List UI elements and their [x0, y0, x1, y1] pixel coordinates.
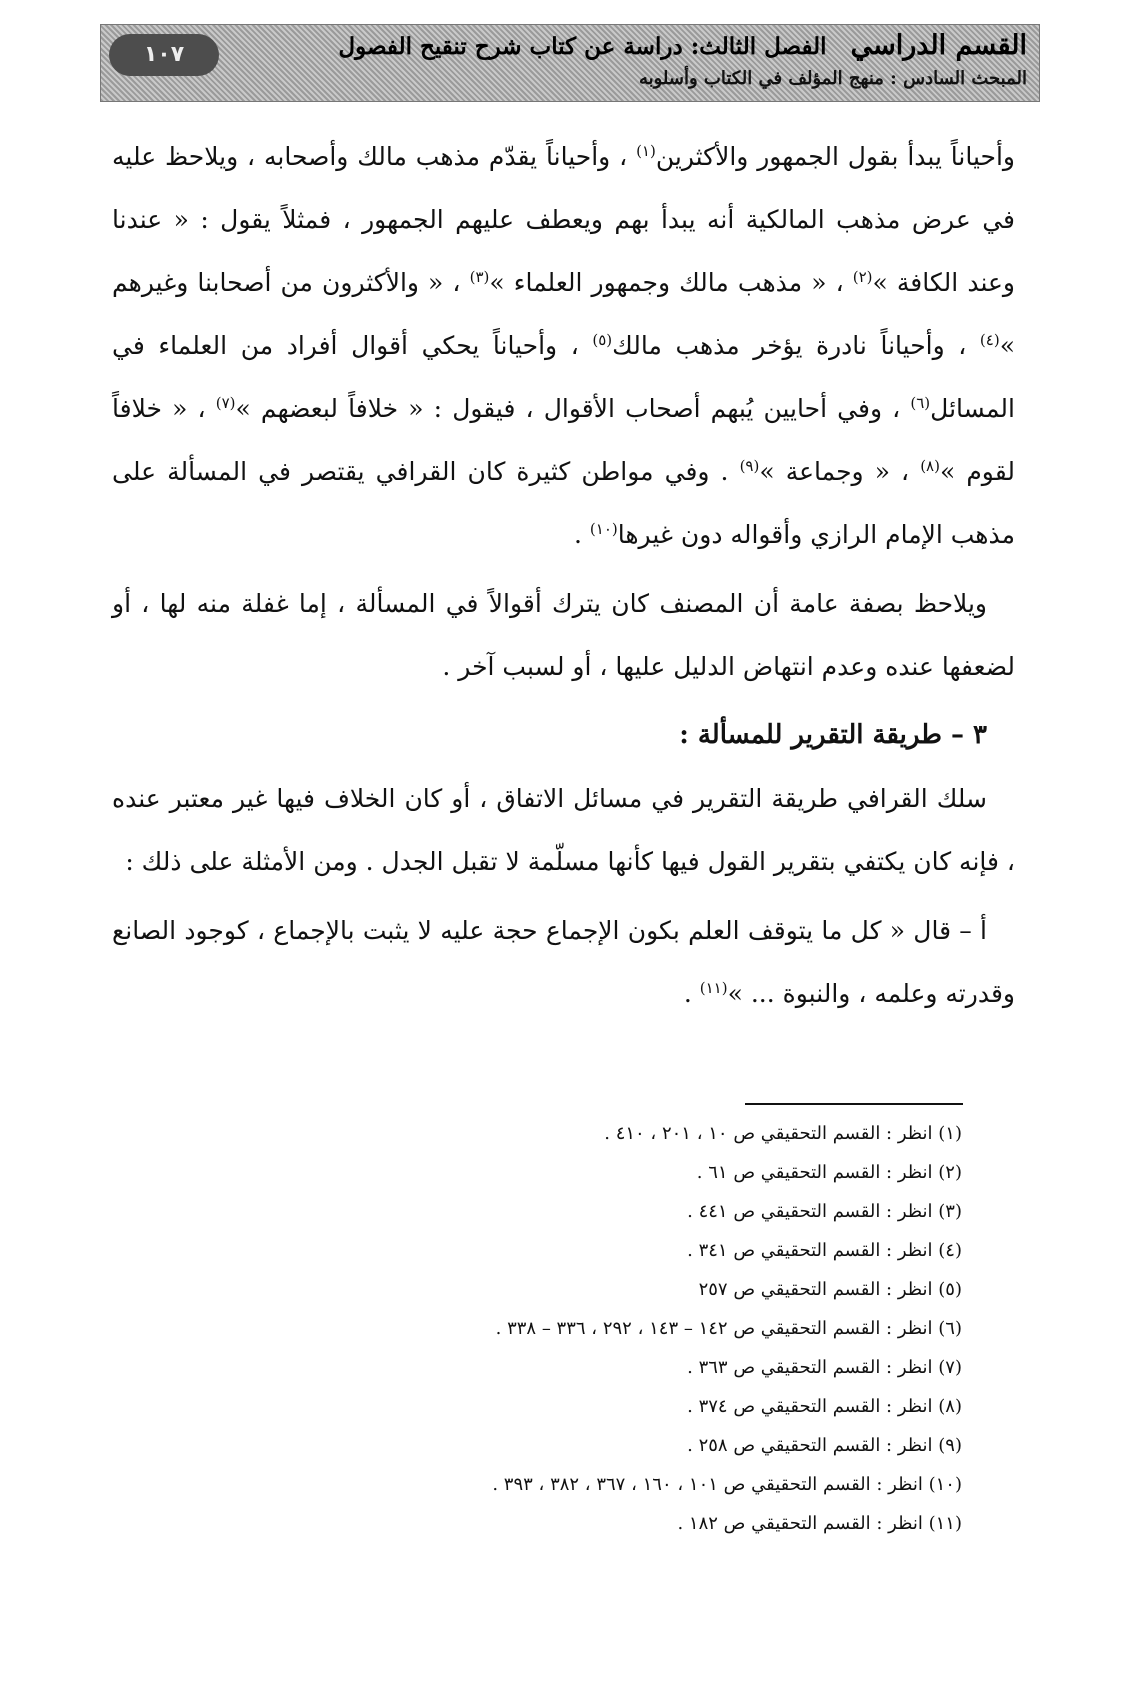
header-titles [338, 29, 1027, 94]
footnote-10: (١٠) انظر : القسم التحقيقي ص ١٠١ ، ١٦٠ ، ٣٦٧ ، ٣٨٢ ، ٣٩٣ . [492, 1474, 962, 1495]
footnote-ref-1: (١) [636, 142, 656, 160]
footnote-3: (٣) انظر : القسم التحقيقي ص ٤٤١ . [687, 1201, 962, 1222]
text-run: ، « خلافاً لقوم » [112, 394, 1015, 486]
footnote-ref-7: (٧) [215, 394, 236, 412]
footnote-7: (٧) انظر : القسم التحقيقي ص ٣٦٣ . [687, 1357, 962, 1378]
footnote-9: (٩) انظر : القسم التحقيقي ص ٢٥٨ . [687, 1435, 962, 1456]
text-run: . وفي مواطن كثيرة كان القرافي يقتصر في المسألة على مذهب الإمام الرازي وأقواله دون غيرها [112, 457, 1015, 549]
footnote-1: (١) انظر : القسم التحقيقي ص ١٠ ، ٢٠١ ، ٤١٠ . [604, 1123, 962, 1144]
paragraph-method: سلك القرافي طريقة التقرير في مسائل الاتفاق ، أو كان الخلاف فيها غير معتبر عنده ، فإنه كان يكتفي بتقرير القول فيها كأنها مسلّمة لا تقبل الجدل . ومن الأمثلة على ذلك : [112, 784, 1015, 876]
header-subtitle: المبحث السادس : منهج المؤلف في الكتاب وأسلوبه [638, 68, 1027, 89]
footnote-ref-10: (١٠) [589, 520, 618, 538]
text-run: ، « والأكثرون من أصحابنا وغيرهم » [112, 268, 1015, 360]
footnote-ref-9: (٩) [739, 457, 760, 475]
paragraph-omitted-opinions: ويلاحظ بصفة عامة أن المصنف كان يترك أقوالاً في المسألة ، إما غفلة منه لها ، أو لضعفها عنده وعدم انتهاض الدليل عليها ، أو لسبب آخر . [112, 589, 1015, 681]
text-run: ، وأحياناً نادرة يؤخر مذهب مالك [612, 331, 980, 360]
footnote-4: (٤) انظر : القسم التحقيقي ص ٣٤١ . [687, 1240, 962, 1261]
header-title-line [338, 29, 1027, 64]
text-run: ، وفي أحايين يُبهم أصحاب الأقوال ، فيقول : « خلافاً لبعضهم » [235, 394, 911, 423]
footnote-11: (١١) انظر : القسم التحقيقي ص ١٨٢ . [677, 1513, 962, 1534]
footnote-ref-3: (٣) [469, 268, 490, 286]
footnote-ref-2: (٢) [852, 268, 873, 286]
footnote-ref-8: (٨) [920, 457, 940, 475]
paragraph-opinion-order [112, 125, 1015, 566]
text-run: . [683, 979, 700, 1008]
footnote-2: (٢) انظر : القسم التحقيقي ص ٦١ . [696, 1162, 962, 1183]
footnote-ref-5: (٥) [592, 331, 613, 349]
footnote-separator [745, 1103, 963, 1105]
paragraph-example [112, 899, 1015, 1025]
text-run: وأحياناً يبدأ بقول الجمهور والأكثرين [655, 142, 1015, 171]
header-section: القسم الدراسي [850, 30, 1027, 61]
text-run: أ – قال « كل ما يتوقف العلم بكون الإجماع حجة عليه لا يثبت بالإجماع ، كوجود الصانع وقدرته وعلمه ، والنبوة ... » [112, 916, 1015, 1008]
footnote-ref-6: (٦) [910, 394, 931, 412]
text-run: ، « وجماعة » [759, 457, 921, 486]
section-heading-method: ٣ – طريقة التقرير للمسألة : [679, 720, 987, 750]
text-run: ، وأحياناً يقدّم مذهب مالك وأصحابه ، ويلاحظ عليه في عرض مذهب المالكية أنه يبدأ بهم ويعطف عليهم الجمهور ، فمثلاً يقول : « عندنا وعند الكافة » [112, 142, 1015, 297]
page-number-badge: ١٠٧ [109, 34, 219, 76]
footnote-6: (٦) انظر : القسم التحقيقي ص ١٤٢ – ١٤٣ ، ٢٩٢ ، ٣٣٦ – ٣٣٨ . [495, 1318, 962, 1339]
footnote-ref-4: (٤) [979, 331, 1000, 349]
text-run: . [574, 520, 590, 549]
footnotes [112, 1114, 962, 1543]
footnote-8: (٨) انظر : القسم التحقيقي ص ٣٧٤ . [687, 1396, 962, 1417]
text-run: ، « مذهب مالك وجمهور العلماء » [489, 268, 853, 297]
running-header [100, 24, 1040, 102]
text-run: ، وأحياناً يحكي أقوال أفراد من العلماء في المسائل [112, 331, 1015, 423]
main-text [112, 125, 1015, 1025]
footnote-5: (٥) انظر : القسم التحقيقي ص ٢٥٧ [698, 1279, 962, 1300]
header-chapter: الفصل الثالث: دراسة عن كتاب شرح تنقيح الفصول [338, 33, 827, 60]
footnote-ref-11: (١١) [699, 979, 728, 997]
